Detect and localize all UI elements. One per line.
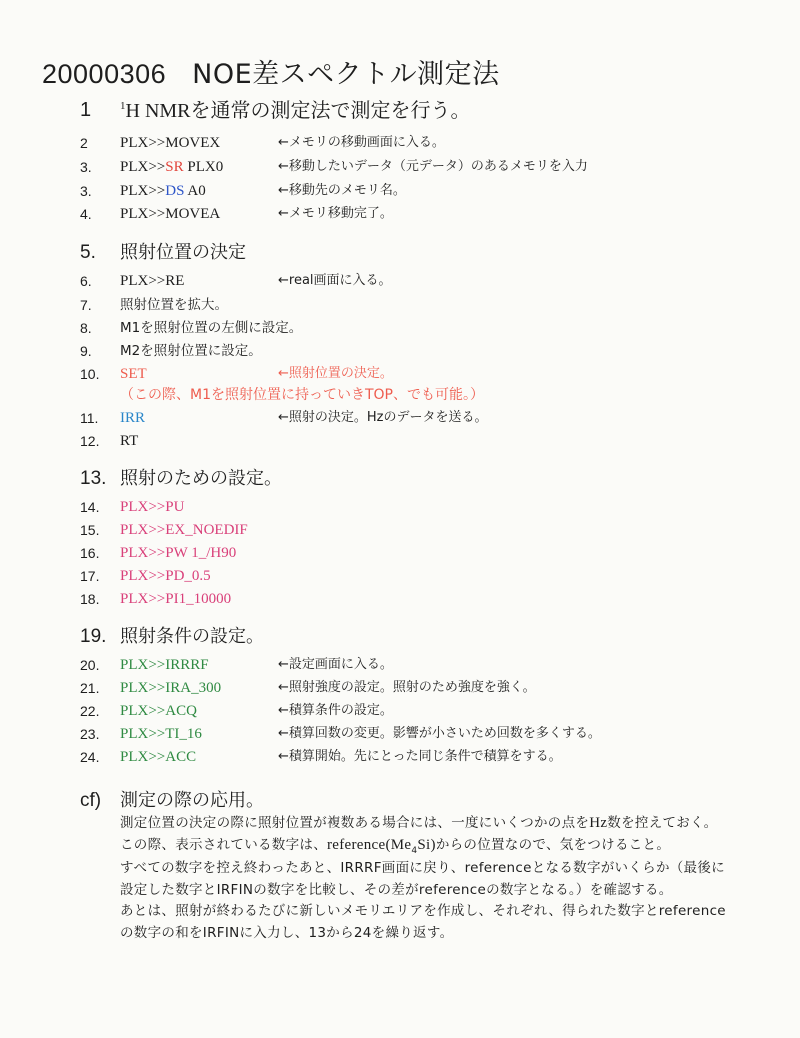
- text-run: reference(Me: [327, 836, 412, 853]
- step-number: 12.: [80, 433, 100, 449]
- command: SET: [120, 366, 147, 382]
- step-number: 7.: [80, 297, 92, 313]
- command: RT: [120, 433, 139, 449]
- command-highlight: DS: [165, 183, 185, 199]
- step-note: ←メモリ移動完了。: [278, 206, 393, 221]
- section-number: 19.: [80, 626, 107, 647]
- step-remark: [120, 386, 484, 404]
- step-number: 22.: [80, 703, 100, 719]
- command: PLX>>PD_0.5: [120, 568, 211, 584]
- step-number: 3.: [80, 183, 92, 199]
- step-number: 15.: [80, 522, 100, 538]
- cf-paragraph-3: あとは、照射が終わるたびに新しいメモリエリアを作成し、それぞれ、得られた数字とreferenceの数字の和をIRFINに入力し、13から24を繰り返す。: [120, 903, 726, 941]
- command-text: PLX>>: [120, 159, 166, 175]
- command: PLX>>ACC: [120, 749, 197, 765]
- section-title: 照射位置の決定: [120, 242, 246, 263]
- title-date: 20000306: [42, 59, 167, 89]
- cf-label: cf): [80, 790, 102, 811]
- step-note: ←積算条件の設定。: [278, 703, 393, 718]
- command-arg: PLX0: [183, 159, 224, 175]
- step-number: 2: [80, 135, 88, 151]
- section-title: 照射条件の設定。: [120, 626, 264, 647]
- step-text: [120, 98, 471, 123]
- step-note: ←照射強度の設定。照射のため強度を強く。: [278, 680, 536, 695]
- step-text: M1を照射位置の左側に設定。: [120, 320, 303, 336]
- step-number: 21.: [80, 680, 100, 696]
- text-run: Hz: [589, 815, 608, 831]
- step-note: ←移動先のメモリ名。: [278, 183, 406, 198]
- command-highlight: SR: [165, 159, 184, 175]
- nmr-label: H NMR: [125, 100, 191, 122]
- command: PLX>>EX_NOEDIF: [120, 522, 248, 538]
- text-run: からの位置なので、気をつけること。: [435, 836, 671, 853]
- step-number: 1: [80, 99, 92, 121]
- command: [120, 158, 223, 176]
- cf-paragraph-1: [120, 813, 730, 858]
- command: PLX>>ACQ: [120, 703, 197, 719]
- step-note: ←移動したいデータ（元データ）のあるメモリを入力: [278, 159, 588, 174]
- step-number: 9.: [80, 343, 92, 359]
- step-number: 16.: [80, 545, 100, 561]
- title-name: NOE差スペクトル測定法: [192, 59, 500, 90]
- command-text: PLX>>: [120, 183, 166, 199]
- step-note: ←real画面に入る。: [278, 273, 392, 288]
- step-note: ←設定画面に入る。: [278, 657, 393, 672]
- step-note: ←照射の決定。Hzのデータを送る。: [278, 410, 488, 425]
- command-text: PLX>>MOVEX: [120, 135, 221, 151]
- superscript: 1: [120, 100, 126, 112]
- step-number: 10.: [80, 366, 100, 382]
- step-note: ←照射位置の決定。: [278, 366, 393, 381]
- step-number: 14.: [80, 499, 100, 515]
- page-title: [42, 52, 500, 91]
- text-run: 測定位置の決定の際に照射位置が複数ある場合には、一度にいくつかの点を: [120, 815, 590, 831]
- remark-text: （この際、M1を照射位置に持っていきTOP、でも可能。）: [120, 387, 484, 403]
- command: [120, 134, 220, 152]
- step-1-text: を通常の測定法で測定を行う。: [190, 98, 471, 122]
- step-note: ←メモリの移動画面に入る。: [278, 135, 445, 150]
- step-number: 24.: [80, 749, 100, 765]
- text-run: Si): [417, 836, 436, 853]
- step-number: 23.: [80, 726, 100, 742]
- command: [120, 205, 220, 223]
- step-number: 17.: [80, 568, 100, 584]
- section-number: 5.: [80, 242, 96, 263]
- step-number: 18.: [80, 591, 100, 607]
- step-text: 照射位置を拡大。: [120, 297, 228, 313]
- step-number: 20.: [80, 657, 100, 673]
- step-note: ←積算回数の変更。影響が小さいため回数を多くする。: [278, 726, 601, 741]
- subscript: 4: [411, 845, 418, 856]
- command-text: PLX>>MOVEA: [120, 206, 221, 222]
- cf-paragraph-2: すべての数字を控え終わったあと、IRRRF画面に戻り、referenceとなる数字がいくらか（最後に設定した数字とIRFINの数字を比較し、その差がreferenceの数字となる。）を確認する。: [120, 860, 725, 898]
- command: PLX>>IRA_300: [120, 680, 222, 696]
- command: PLX>>PU: [120, 499, 185, 515]
- command: PLX>>PI1_10000: [120, 591, 232, 607]
- cf-title: 測定の際の応用。: [120, 790, 264, 811]
- command: PLX>>IRRRF: [120, 657, 209, 673]
- step-number: 11.: [80, 410, 99, 426]
- command: PLX>>TI_16: [120, 726, 202, 742]
- step-number: 6.: [80, 273, 92, 289]
- step-number: 4.: [80, 206, 92, 222]
- section-title: 照射のための設定。: [120, 468, 282, 489]
- step-number: 3.: [80, 159, 92, 175]
- step-note: ←積算開始。先にとった同じ条件で積算をする。: [278, 749, 562, 764]
- command: PLX>>PW 1_/H90: [120, 545, 237, 561]
- command: [120, 182, 206, 200]
- command: PLX>>RE: [120, 273, 185, 289]
- command: IRR: [120, 410, 146, 426]
- command-arg: A0: [184, 183, 206, 199]
- text-run: 数を控えておく。この際、表示されている数字は、: [120, 815, 718, 853]
- section-number: 13.: [80, 468, 107, 489]
- step-number: 8.: [80, 320, 92, 336]
- cf-body: [120, 813, 730, 944]
- step-text: M2を照射位置に設定。: [120, 343, 262, 359]
